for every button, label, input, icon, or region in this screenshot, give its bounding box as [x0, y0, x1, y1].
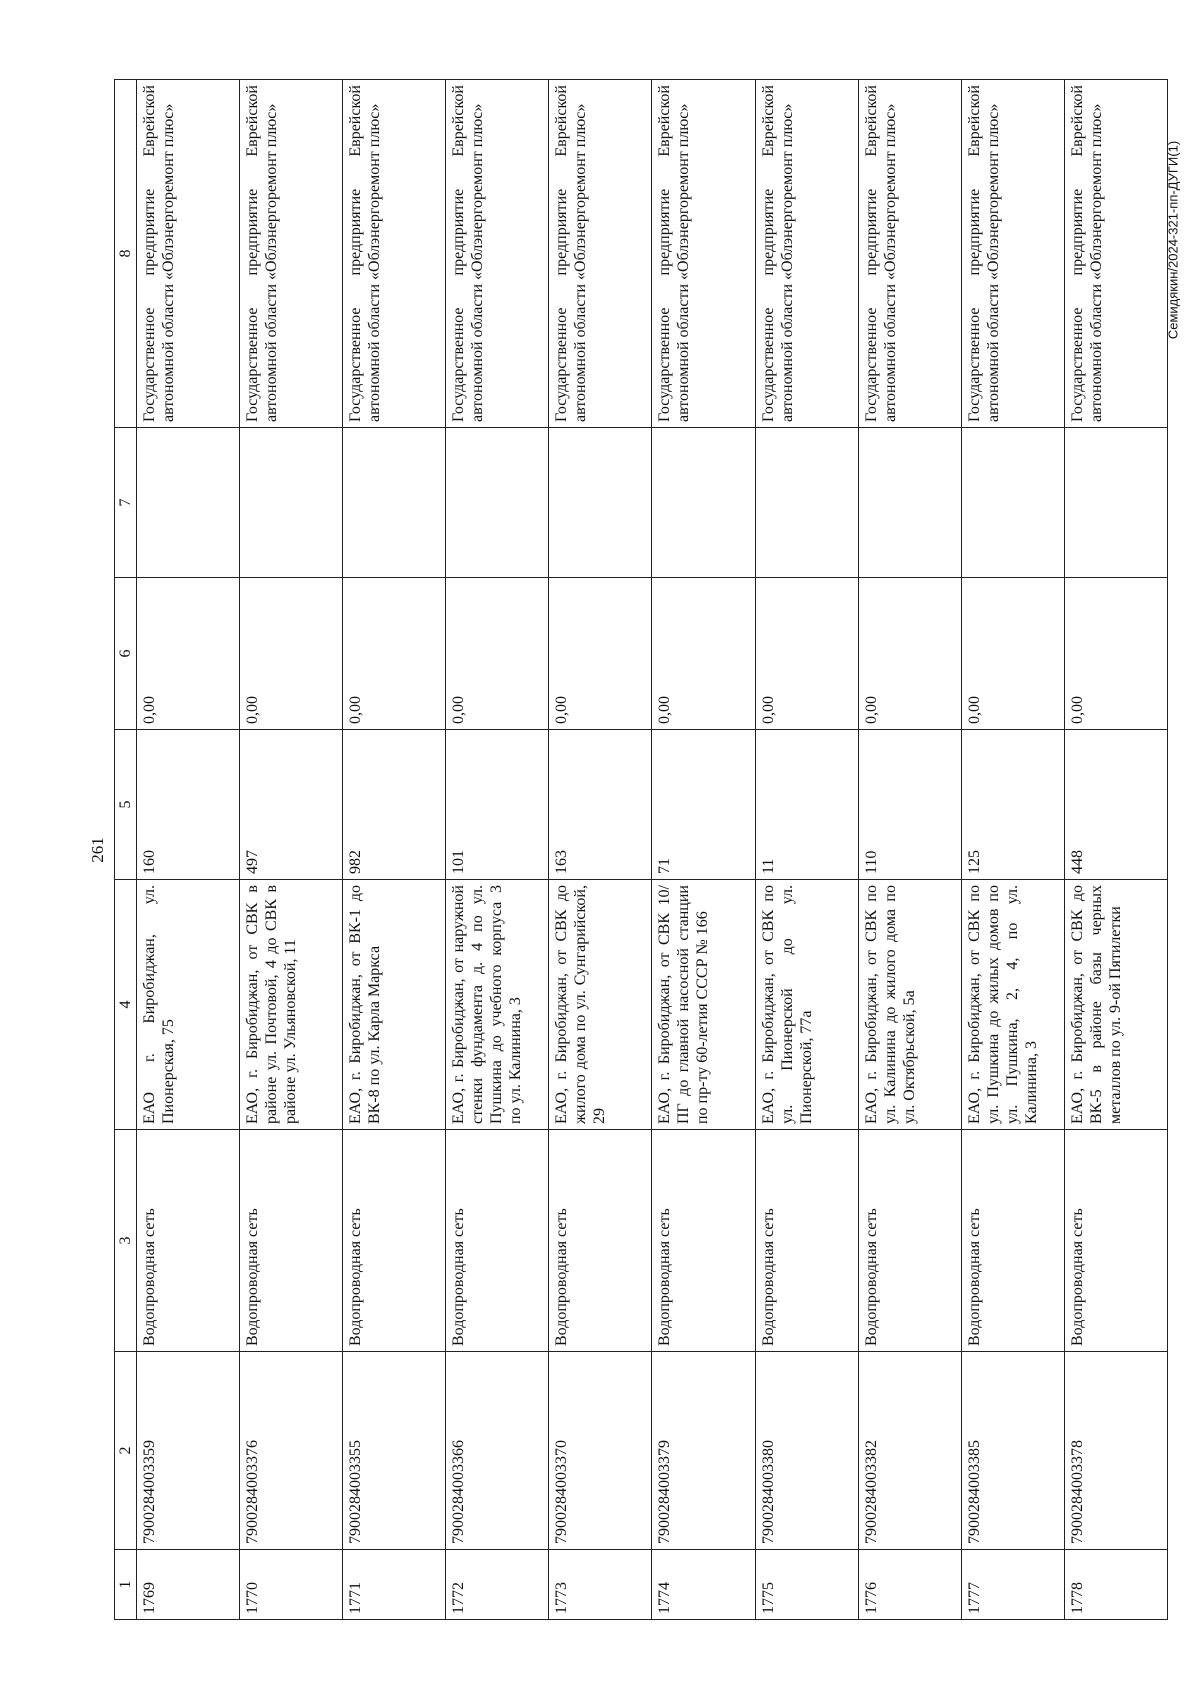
address-cell: ЕАО, г. Биробиджан, от СВК 10/ПГ до главной насосной станции по пр-ту 60-летия СССР № 166 — [652, 880, 755, 1130]
object-type-cell: Водопроводная сеть — [961, 1130, 1064, 1352]
cadastral-number-cell: 7900284003378 — [1064, 1352, 1167, 1550]
owner-cell: Государственное предприятие Еврейской автономной области «Облэнергоремонт плюс» — [1064, 80, 1167, 428]
table-row — [343, 80, 446, 1620]
row-number-cell: 1775 — [755, 1550, 858, 1620]
object-type-cell: Водопроводная сеть — [240, 1130, 343, 1352]
row-number-cell: 1772 — [446, 1550, 549, 1620]
column-number-3: 3 — [115, 1130, 137, 1352]
column-7-cell — [652, 428, 755, 578]
column-number-4: 4 — [115, 880, 137, 1130]
column-7-cell — [240, 428, 343, 578]
object-type-cell: Водопроводная сеть — [1064, 1130, 1167, 1352]
cadastral-number-cell: 7900284003359 — [137, 1352, 240, 1550]
address-cell: ЕАО, г. Биробиджан, от СВК до жилого дома по ул. Сунгарийской, 29 — [549, 880, 652, 1130]
object-type-cell: Водопроводная сеть — [858, 1130, 961, 1352]
owner-cell: Государственное предприятие Еврейской автономной области «Облэнергоремонт плюс» — [137, 80, 240, 428]
object-type-cell: Водопроводная сеть — [446, 1130, 549, 1352]
address-cell: ЕАО г. Биробиджан, ул. Пионерская, 75 — [137, 880, 240, 1130]
object-type-cell: Водопроводная сеть — [652, 1130, 755, 1352]
cadastral-number-cell: 7900284003355 — [343, 1352, 446, 1550]
owner-cell: Государственное предприятие Еврейской автономной области «Облэнергоремонт плюс» — [652, 80, 755, 428]
owner-cell: Государственное предприятие Еврейской автономной области «Облэнергоремонт плюс» — [240, 80, 343, 428]
owner-cell: Государственное предприятие Еврейской автономной области «Облэнергоремонт плюс» — [858, 80, 961, 428]
column-7-cell — [446, 428, 549, 578]
length-cell: 497 — [240, 730, 343, 880]
address-cell: ЕАО, г. Биробиджан, от СВК по ул. Пионерской до ул. Пионерской, 77а — [755, 880, 858, 1130]
length-cell: 163 — [549, 730, 652, 880]
row-number-cell: 1777 — [961, 1550, 1064, 1620]
address-cell: ЕАО, г. Биробиджан, от СВК до ВК-5 в районе базы черных металлов по ул. 9-ой Пятилетки — [1064, 880, 1167, 1130]
object-type-cell: Водопроводная сеть — [137, 1130, 240, 1352]
value-cell: 0,00 — [755, 578, 858, 730]
table-row — [446, 80, 549, 1620]
table-row — [652, 80, 755, 1620]
value-cell: 0,00 — [652, 578, 755, 730]
footer-code-box — [1160, 110, 1186, 370]
owner-cell: Государственное предприятие Еврейской автономной области «Облэнергоремонт плюс» — [961, 80, 1064, 428]
length-cell: 448 — [1064, 730, 1167, 880]
owner-cell: Государственное предприятие Еврейской автономной области «Облэнергоремонт плюс» — [446, 80, 549, 428]
page-number: 261 — [88, 837, 107, 863]
table-row — [961, 80, 1064, 1620]
row-number-cell: 1774 — [652, 1550, 755, 1620]
length-cell: 71 — [652, 730, 755, 880]
column-number-8: 8 — [115, 80, 137, 428]
table-row — [755, 80, 858, 1620]
cadastral-number-cell: 7900284003366 — [446, 1352, 549, 1550]
value-cell: 0,00 — [1064, 578, 1167, 730]
cadastral-number-cell: 7900284003382 — [858, 1352, 961, 1550]
column-number-1: 1 — [115, 1550, 137, 1620]
column-number-7: 7 — [115, 428, 137, 578]
column-7-cell — [858, 428, 961, 578]
cadastral-number-cell: 7900284003376 — [240, 1352, 343, 1550]
length-cell: 160 — [137, 730, 240, 880]
row-number-cell: 1769 — [137, 1550, 240, 1620]
row-number-cell: 1773 — [549, 1550, 652, 1620]
document-page — [88, 80, 1178, 1620]
row-number-cell: 1776 — [858, 1550, 961, 1620]
cadastral-number-cell: 7900284003380 — [755, 1352, 858, 1550]
length-cell: 982 — [343, 730, 446, 880]
object-type-cell: Водопроводная сеть — [549, 1130, 652, 1352]
column-number-6: 6 — [115, 578, 137, 730]
column-7-cell — [549, 428, 652, 578]
object-type-cell: Водопроводная сеть — [343, 1130, 446, 1352]
object-type-cell: Водопроводная сеть — [755, 1130, 858, 1352]
table-row — [549, 80, 652, 1620]
address-cell: ЕАО, г. Биробиджан, от ВК-1 до ВК-8 по ул. Карла Маркса — [343, 880, 446, 1130]
column-7-cell — [1064, 428, 1167, 578]
table-row — [1064, 80, 1167, 1620]
table-body — [137, 80, 1168, 1620]
row-number-cell: 1771 — [343, 1550, 446, 1620]
value-cell: 0,00 — [343, 578, 446, 730]
column-7-cell — [343, 428, 446, 578]
table-row — [137, 80, 240, 1620]
column-number-5: 5 — [115, 730, 137, 880]
cadastral-number-cell: 7900284003370 — [549, 1352, 652, 1550]
column-7-cell — [961, 428, 1064, 578]
cadastral-number-cell: 7900284003385 — [961, 1352, 1064, 1550]
value-cell: 0,00 — [961, 578, 1064, 730]
value-cell: 0,00 — [858, 578, 961, 730]
row-number-cell: 1778 — [1064, 1550, 1167, 1620]
cadastral-number-cell: 7900284003379 — [652, 1352, 755, 1550]
column-7-cell — [137, 428, 240, 578]
address-cell: ЕАО, г. Биробиджан, от СВК по ул. Пушкина до жилых домов по ул. Пушкина, 2, 4, по ул. Калинина, 3 — [961, 880, 1064, 1130]
value-cell: 0,00 — [240, 578, 343, 730]
owner-cell: Государственное предприятие Еврейской автономной области «Облэнергоремонт плюс» — [343, 80, 446, 428]
address-cell: ЕАО, г. Биробиджан, от СВК по ул. Калинина до жилого дома по ул. Октябрьской, 5а — [858, 880, 961, 1130]
value-cell: 0,00 — [446, 578, 549, 730]
owner-cell: Государственное предприятие Еврейской автономной области «Облэнергоремонт плюс» — [755, 80, 858, 428]
column-number-2: 2 — [115, 1352, 137, 1550]
length-cell: 101 — [446, 730, 549, 880]
length-cell: 110 — [858, 730, 961, 880]
value-cell: 0,00 — [549, 578, 652, 730]
length-cell: 125 — [961, 730, 1064, 880]
column-7-cell — [755, 428, 858, 578]
property-register-table — [114, 79, 1168, 1620]
address-cell: ЕАО, г. Биробиджан, от СВК в районе ул. Почтовой, 4 до СВК в районе ул. Ульяновской, 11 — [240, 880, 343, 1130]
value-cell: 0,00 — [137, 578, 240, 730]
table-row — [240, 80, 343, 1620]
length-cell: 11 — [755, 730, 858, 880]
address-cell: ЕАО, г. Биробиджан, от наружной стенки фундамента д. 4 по ул. Пушкина до учебного корпуса 3 по ул. Калинина, 3 — [446, 880, 549, 1130]
row-number-cell: 1770 — [240, 1550, 343, 1620]
owner-cell: Государственное предприятие Еврейской автономной области «Облэнергоремонт плюс» — [549, 80, 652, 428]
document-code: Семидякин/2024-321-пп-ДУГИ(1) — [1165, 140, 1181, 340]
table-row — [858, 80, 961, 1620]
column-number-row — [115, 80, 137, 1620]
